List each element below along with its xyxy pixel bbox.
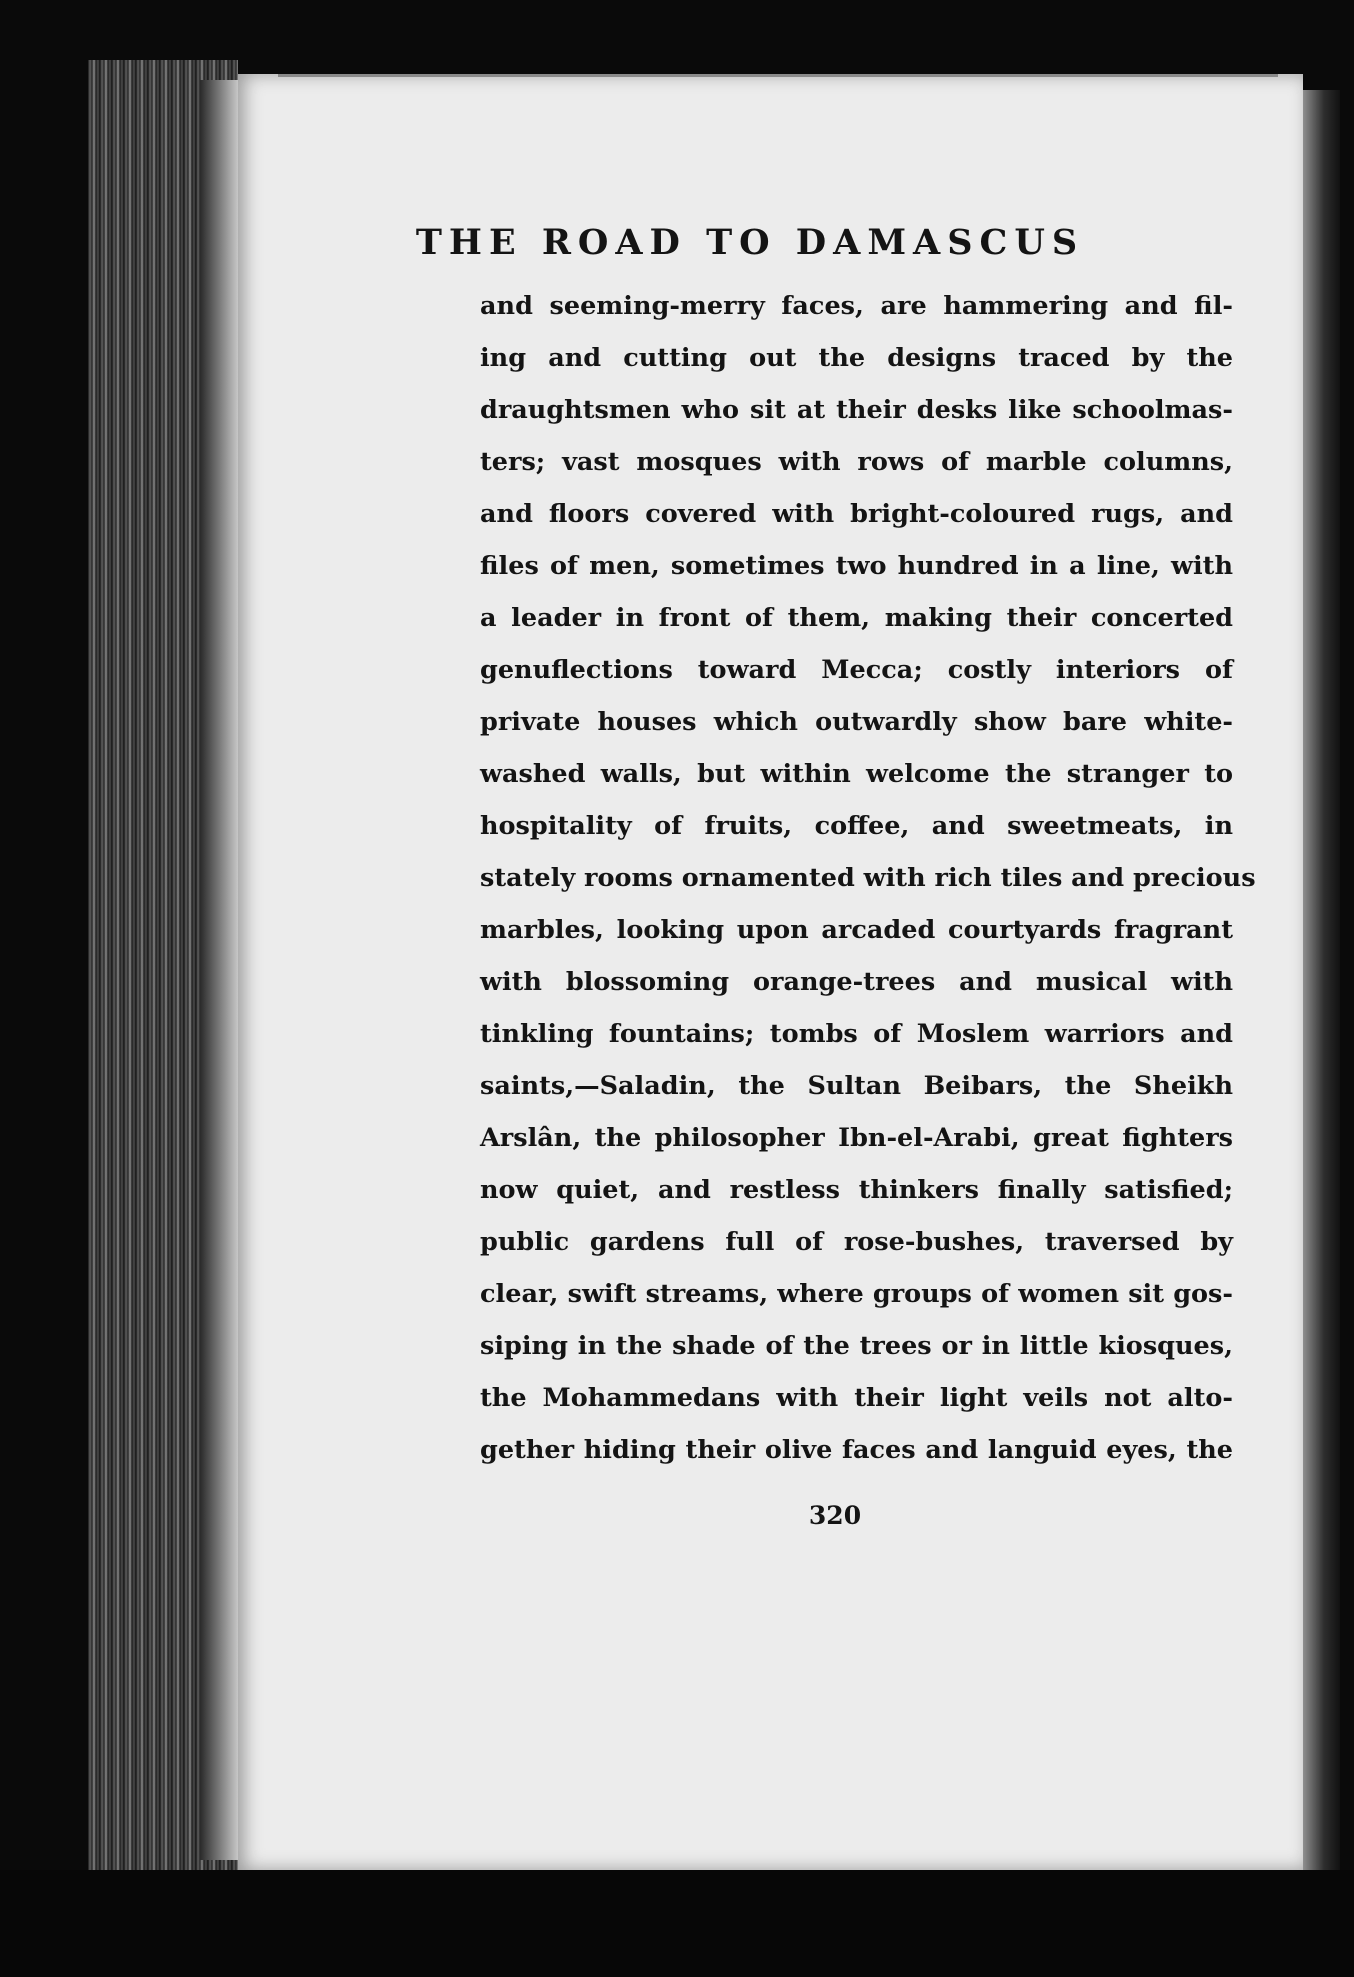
text-line: clear, swift streams, where groups of women sit gos-	[480, 1279, 1233, 1309]
text-line: now quiet, and restless thinkers finally satisfied;	[480, 1175, 1233, 1205]
text-line: washed walls, but within welcome the stranger to	[480, 759, 1233, 789]
text-line: private houses which outwardly show bare white-	[480, 707, 1233, 737]
body-text	[480, 280, 1256, 1476]
text-line: saints,—Saladin, the Sultan Beibars, the Sheikh	[480, 1071, 1233, 1101]
text-line: and seeming-merry faces, are hammering and fil-	[480, 291, 1233, 321]
page-top-edge	[278, 74, 1278, 77]
page-number: 320	[808, 1501, 862, 1530]
text-line: draughtsmen who sit at their desks like schoolmas-	[480, 395, 1233, 425]
text-line: ters; vast mosques with rows of marble columns,	[480, 447, 1233, 477]
text-line: genuflections toward Mecca; costly interiors of	[480, 655, 1233, 685]
text-line: stately rooms ornamented with rich tiles and precious	[480, 863, 1256, 893]
running-head: THE ROAD TO DAMASCUS	[415, 222, 1085, 263]
text-line: the Mohammedans with their light veils not alto-	[480, 1383, 1233, 1413]
facing-page-edge	[1300, 90, 1340, 1890]
text-line: with blossoming orange-trees and musical with	[480, 967, 1233, 997]
text-line: a leader in front of them, making their concerted	[480, 603, 1233, 633]
text-line: public gardens full of rose-bushes, traversed by	[480, 1227, 1233, 1257]
text-line: Arslân, the philosopher Ibn-el-Arabi, great fighters	[480, 1123, 1233, 1153]
text-line: gether hiding their olive faces and languid eyes, the	[480, 1435, 1233, 1465]
text-line: marbles, looking upon arcaded courtyards fragrant	[480, 915, 1233, 945]
text-line: ing and cutting out the designs traced by the	[480, 343, 1233, 373]
text-line: and floors covered with bright-coloured rugs, and	[480, 499, 1233, 529]
page-gutter-shadow	[200, 80, 240, 1860]
text-line: hospitality of fruits, coffee, and sweetmeats, in	[480, 811, 1233, 841]
text-line: siping in the shade of the trees or in little kiosques,	[480, 1331, 1233, 1361]
text-line: files of men, sometimes two hundred in a line, with	[480, 551, 1233, 581]
scan-bottom-shadow	[0, 1870, 1354, 1977]
text-line: tinkling fountains; tombs of Moslem warriors and	[480, 1019, 1233, 1049]
